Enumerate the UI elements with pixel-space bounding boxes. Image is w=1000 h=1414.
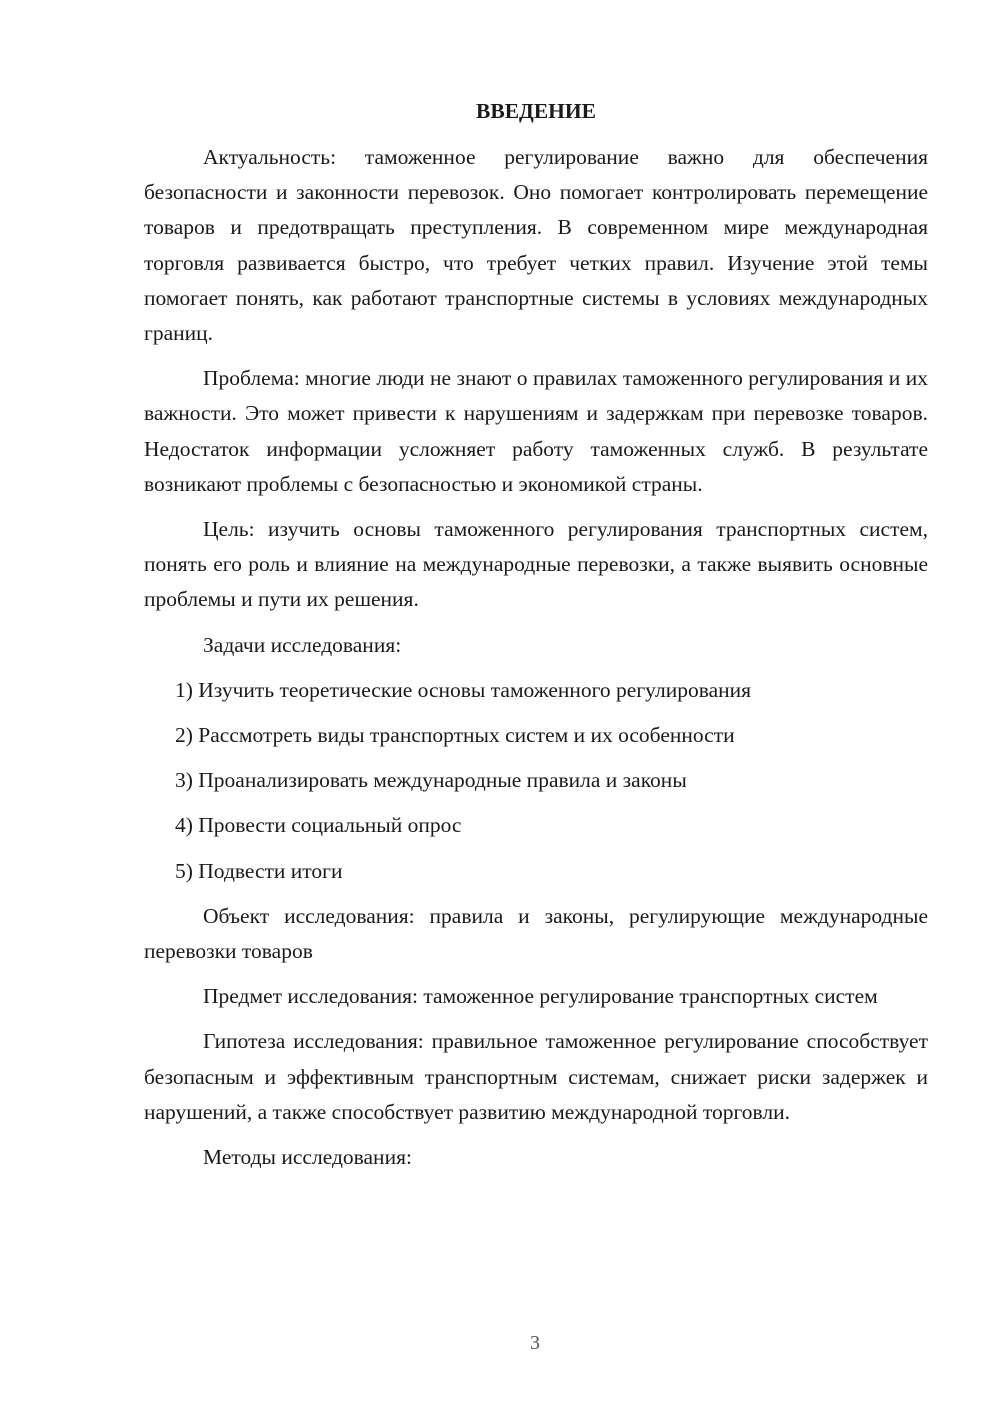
list-item: 2) Рассмотреть виды транспортных систем и их особенности (175, 723, 735, 748)
object-paragraph: Объект исследования: правила и законы, регулирующие международные перевозки товаров (144, 903, 928, 964)
subject-paragraph: Предмет исследования: таможенное регулирование транспортных систем (203, 984, 878, 1009)
tasks-list (144, 673, 928, 889)
hypothesis-paragraph: Гипотеза исследования: правильное таможенное регулирование способствует безопасным и эффективным транспортным системам, снижает риски задержек и нарушений, а также способствует развитию международной торговли. (144, 1029, 928, 1124)
page-number: 3 (530, 1332, 540, 1354)
list-item: 3) Проанализировать международные правила и законы (175, 768, 687, 793)
page-content (144, 92, 928, 1185)
problem-paragraph: Проблема: многие люди не знают о правилах таможенного регулирования и их важности. Это может привести к нарушениям и задержкам при перевозке товаров. Недостаток информации усложняет работу таможенных служб. В результате возникают проблемы с безопасностью и экономикой страны. (144, 366, 928, 496)
section-heading: ВВЕДЕНИЕ (476, 99, 596, 123)
list-item: 1) Изучить теоретические основы таможенного регулирования (175, 677, 752, 702)
methods-title: Методы исследования: (203, 1145, 412, 1170)
tasks-title: Задачи исследования: (203, 632, 402, 657)
goal-paragraph: Цель: изучить основы таможенного регулирования транспортных систем, понять его роль и влияние на международные перевозки, а также выявить основные проблемы и пути их решения. (144, 517, 928, 612)
relevance-paragraph: Актуальность: таможенное регулирование важно для обеспечения безопасности и законности перевозок. Оно помогает контролировать перемещение товаров и предотвращать преступления. В современном мире международная торговля развивается быстро, что требует четких правил. Изучение этой темы помогает понять, как работают транспортные системы в условиях международных границ. (144, 145, 928, 346)
list-item: 4) Провести социальный опрос (175, 813, 462, 838)
list-item: 5) Подвести итоги (175, 858, 343, 883)
